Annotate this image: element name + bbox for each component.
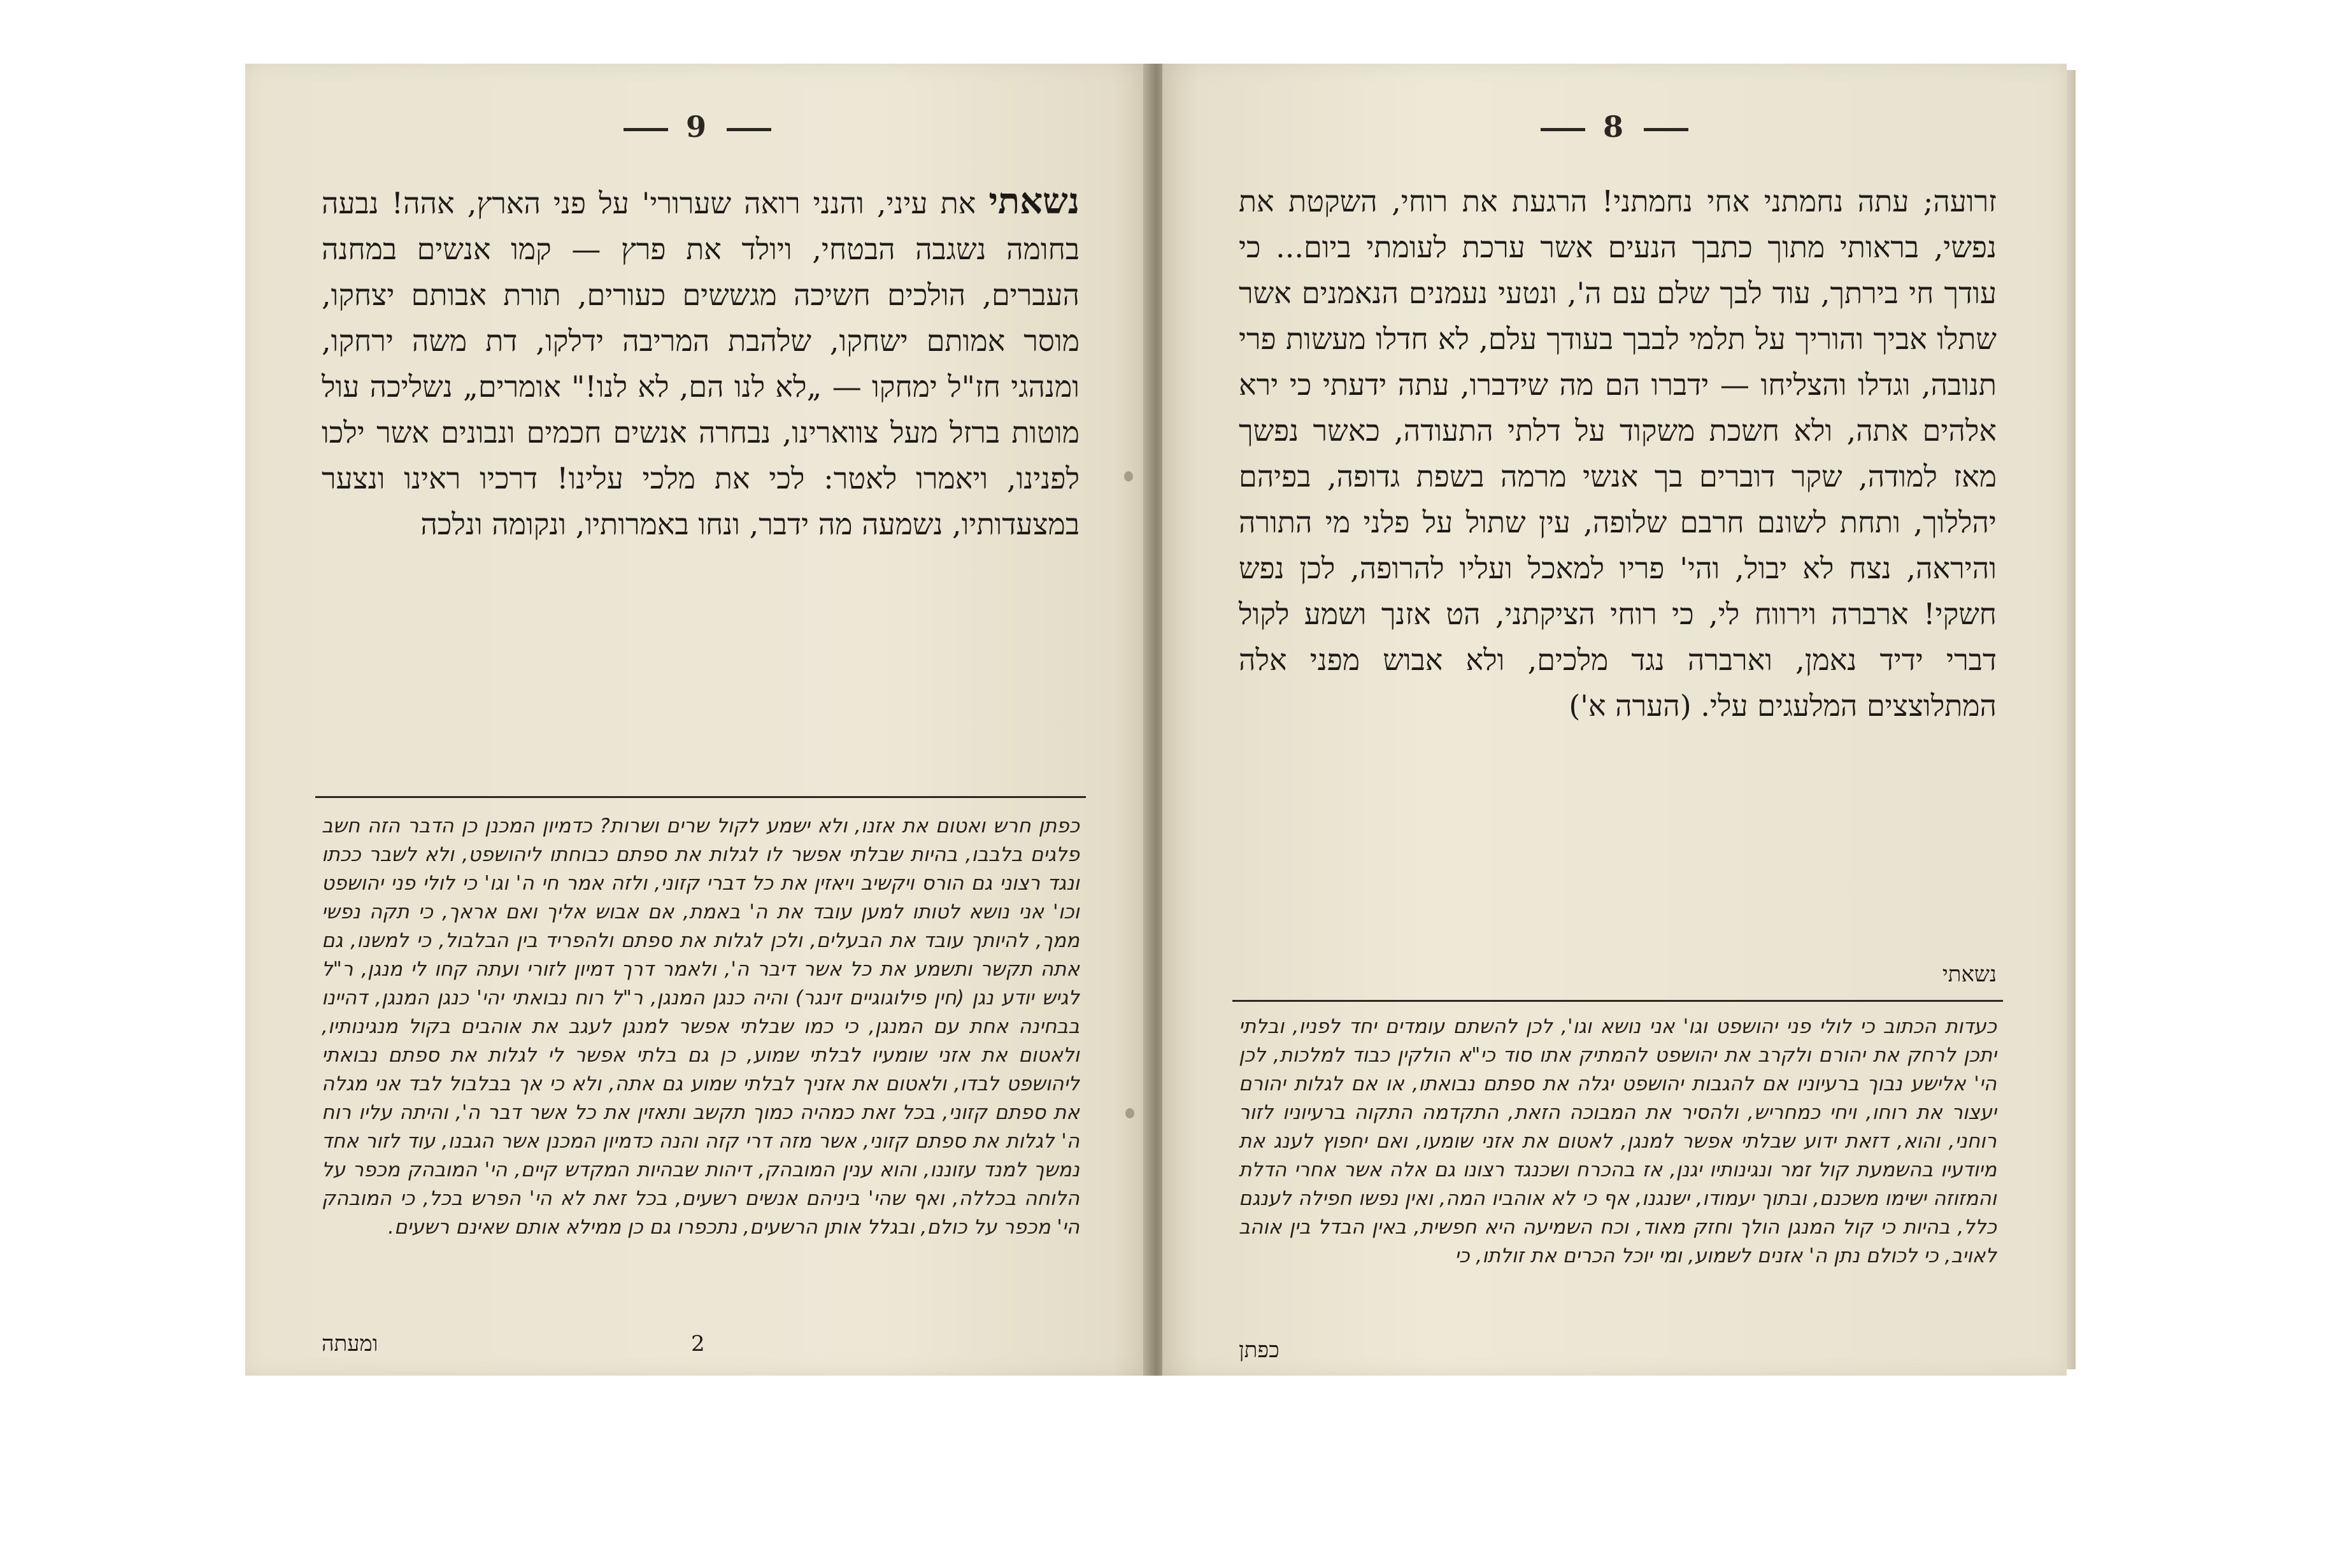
footnote-rule-right xyxy=(1232,1000,2003,1002)
catchword-main-right: נשאתי xyxy=(1942,962,1997,987)
stitch-hole xyxy=(1124,471,1133,481)
page-number-left-value: 9 xyxy=(685,110,709,144)
catchword-left: ומעתה xyxy=(322,1331,378,1357)
main-paragraph-left: את עיני, והנני רואה שערורי' על פני הארץ, אהה! נבעה בחומה נשגבה הבטחי, ויולד את פרץ — קמו אנשים במחנה העברים, הולכים חשיכה מגששים כעורים, תורת אבותם יצחקו, מוסר אמותם ישחקו, שלהבת המריבה ידלקו, דת משה ירחקו, ומנהגי חז"ל ימחקו — „לא לנו הם, לא לנו!" אומרים„ נשליכה עול מוטות ברזל מעל צווארינו, נבחרה אנשים חכמים ונבונים אשר ילכו לפנינו, ויאמרו לאטר: לכי את מלכי עלינו! דרכיו ראינו ונצער במצעדותיו, נשמעה מה ידבר, ונחו באמרותיו, ונקומה ונלכה xyxy=(322,186,1080,541)
dash-right xyxy=(1644,128,1688,131)
signature-mark: 2 xyxy=(691,1331,705,1357)
dash-left xyxy=(1541,128,1585,131)
open-book xyxy=(245,64,2067,1376)
right-page xyxy=(1162,64,2067,1376)
opening-word: נשאתי xyxy=(988,180,1080,222)
footnote-paragraph-left: כפתן חרש ואטום את אזנו, ולא ישמע לקול שרים ושרות? כדמיון המכנן כן הדבר הזה חשב פלגים בלבבו, בהיות שבלתי אפשר לו לגלות את ספתם כבוחתו ליהושפט, ולא לשבר ככתו ונגד רצוני גם הורס ויקשיב ויאזין את כל דברי קזוני, ולזה אמר חי ה' וגו' כי לולי פני יהושפט וכו' אני נושא לטותו למען עובד את ה' באמת, אם אבוש אליך ואם אראך, כי תקה נפשי ממך, להיותך עובד את הבעלים, ולכן לגלות את ספתם ולהפריד בין הבלבול, כי למשנו, גם אתה תקשר ותשמע את כל אשר דיבר ה', ולאמר דרך דמיון לזורי ועתה קחו לי מנגן, ר"ל לגיש יודע נגן (חין פילוגוגיים זינגר) והיה כנגן המנגן, ר"ל רוח נבואתי יהי' כנגן המנגן, דהיינו בבחינה אחת עם המנגן, כי כמו שבלתי אפשר למנגן לעגב את אוהבים בקול מנגינותיו, ולאטום את אזני שומעיו לבלתי שמוע, כן גם בלתי אפשר לי לגלות את ספתם נבואתי ליהושפט לבדו, ולאטום את אזניך לבלתי שמוע גם אתה, ולא כי אך בבלבול לבד אני מגלה את ספתם קזוני, בכל זאת כמהיה כמוך תקשב ותאזין את כל אשר דבר ה', והיתה עליו רוח ה' לגלות את ספתם קזוני, אשר מזה דרי קזה והנה כדמיון המכנן אשר הגבנו, עוד לזור אחד נמשך למנד עזוננו, והוא ענין המובהק, דיהות שבהיות המקדש קיים, הי' המובהק מכפר על הלוחה בכללה, ואף שהי' ביניהם אנשים רשעים, בכל זאת לא הי' הפרש בכל, כי המובהק הי' מכפר על כולם, ובגלל אותן הרשעים, נתכפרו גם כן ממילא אותם שאינם רשעים. xyxy=(322,815,1080,1239)
main-text-right xyxy=(1239,178,1997,729)
footnote-left xyxy=(322,812,1080,1242)
footnote-rule-left xyxy=(315,796,1086,798)
footnote-right xyxy=(1239,1013,1997,1271)
page-number-left xyxy=(245,110,1150,144)
catchword-foot-right: כפתן xyxy=(1239,1337,1279,1363)
dash-left xyxy=(624,128,668,131)
stitch-hole xyxy=(1125,1108,1134,1118)
footnote-paragraph-right: כעדות הכתוב כי לולי פני יהושפט וגו' אני נושא וגו', לכן להשתם עומדים יחד לפניו, ובלתי יתכן לרחק את יהורם ולקרב את יהושפט להמתיק אתו סוד כי"א הולקין כבוד למלכות, לכן הי' אלישע נבוך ברעיוניו אם להגבות יהושפט יגלה את ספתם נבואתו, או אם לגלות יהורם יעצור את רוחו, ויחי כמחריש, ולהסיר את המבוכה הזאת, התקדמה התקוה ברעיוניו לזור רוחני, והוא, דזאת ידוע שבלתי אפשר למנגן, לאטום את אזני שומעו, ואם יחפוץ לענג את מיודעיו בהשמעת קול זמר ונגינותיו יגנן, אז בהכרח ושכנגד רצונו גם אלה אשר אחרי הדלת והמזוזה ישימו משכנם, ובתוך יעמודו, ישנגנו, אף כי לא אוהביו המה, ואין נפשו חפילה לענגם כלל, בהיות כי קול המנגן הולך וחזק מאוד, וכח השמיעה היא חפשית, באין הבדל בין אוהב לאויב, כי לכולם נתן ה' אזנים לשמוע, ומי יוכל הכרים את זולתו, כי xyxy=(1239,1015,1997,1267)
left-page xyxy=(245,64,1150,1376)
main-paragraph-right: זרועה; עתה נחמתני אחי נחמתני! הרגעת את רוחי, השקטת את נפשי, בראותי מתוך כתבך הנעים אשר ערכת לעומתי ביום... כי עודך חי בירתך, עוד לבך שלם עם ה', ונטעי נעמנים הנאמנים אשר שתלו אביך והוריך על תלמי לבבך בעודך עלם, לא חדלו מעשות פרי תנובה, וגדלו והצליחו — ידברו הם מה שידברו, עתה ידעתי כי ירא אלהים אתה, ולא חשכת משקוד על דלתי התעודה, כאשר נפשך מאז למודה, שקר דוברים בך אנשי מרמה בשפת גדופה, בפיהם יהללוך, ותחת לשונם חרבם שלופה, עין שתול על פלני מי התורה והיראה, נצח לא יבול, והי' פריו למאכל ועליו להרופה, לכן נפש חשקי! ארברה וירווח לי, כי רוחי הציקתני, הט אזנך ושמע לקול דברי ידיד נאמן, וארברה נגד מלכים, ולא אבוש מפני אלה המתלוצצים המלעגים עלי. (הערה א') xyxy=(1239,184,1997,723)
page-number-right xyxy=(1162,110,2067,144)
dash-right xyxy=(727,128,771,131)
page-number-right-value: 8 xyxy=(1602,110,1626,144)
main-text-left xyxy=(322,178,1080,547)
